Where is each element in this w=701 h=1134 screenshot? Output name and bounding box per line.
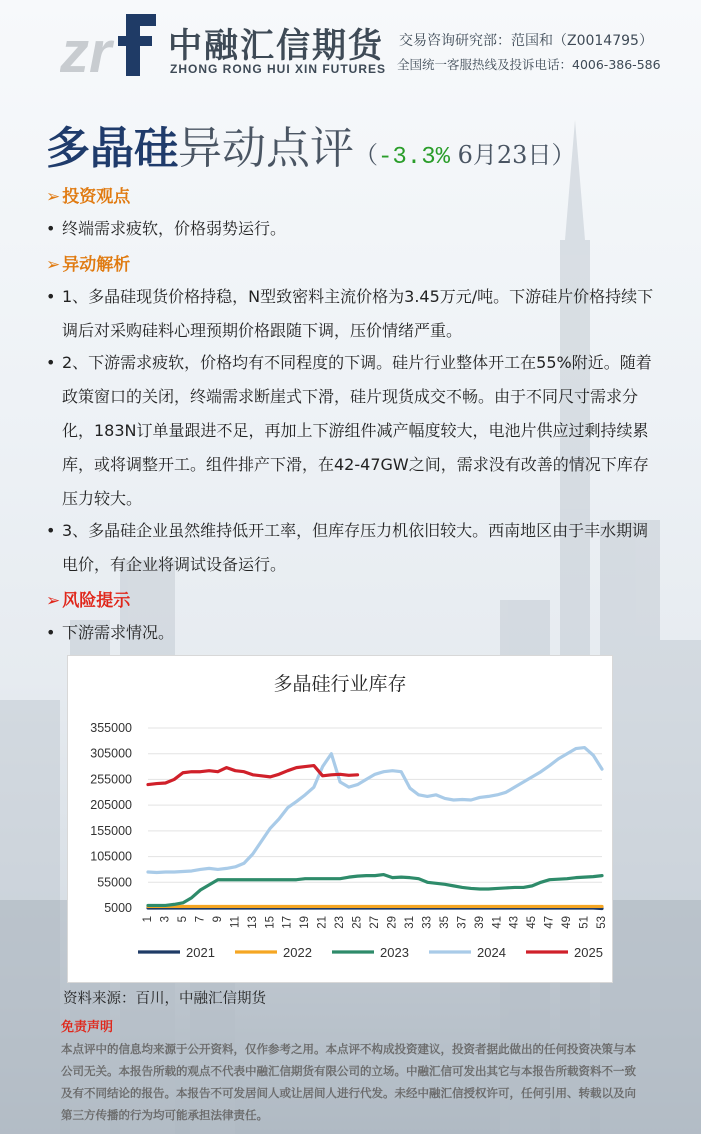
bullet-icon: • <box>46 353 56 372</box>
title-paren-open: （ <box>354 141 378 169</box>
x-tick-label: 31 <box>403 916 416 929</box>
x-tick-label: 49 <box>561 916 574 929</box>
x-tick-label: 7 <box>194 916 207 923</box>
x-tick-label: 11 <box>229 916 242 928</box>
x-tick-label: 29 <box>386 916 399 929</box>
title-subject: 异动点评 <box>178 123 354 174</box>
section-heading-risk: ➢ 风险提示 <box>46 591 131 611</box>
disclaimer-text: 本点评中的信息均来源于公开资料，仅作参考之用。本点评不构成投资建议，投资者据此做出的任何投资决策与本公司无关。本报告所载的观点不代表中融汇信期货有限公司的立场。中融汇信可发出其它与本报告所载资料不一致及有不同结论的报告。本报告不可发居间人或让居间人进行代发。未经中融汇信授权许可，任何引用、转载以及向第三方传播的行为均可能承担法律责任。 <box>61 1042 636 1122</box>
y-tick-label: 355000 <box>90 721 132 735</box>
section-heading-view: ➢ 投资观点 <box>46 187 131 207</box>
bullet-icon: • <box>46 219 56 238</box>
series-line-2021 <box>148 908 602 909</box>
arrow-icon: ➢ <box>46 591 61 611</box>
x-tick-label: 53 <box>596 916 609 929</box>
x-tick-label: 33 <box>421 916 434 929</box>
researcher-contact: 交易咨询研究部：范国和（Z0014795） <box>399 33 653 49</box>
chart-canvas <box>68 656 612 982</box>
y-tick-label: 205000 <box>90 798 132 813</box>
y-tick-label: 55000 <box>97 875 132 890</box>
inventory-chart <box>67 655 613 983</box>
bullet-icon: • <box>46 521 56 540</box>
list-item <box>46 280 662 348</box>
legend-label: 2024 <box>477 945 506 960</box>
x-tick-label: 35 <box>438 916 451 929</box>
list-item <box>46 212 662 246</box>
x-tick-label: 3 <box>159 916 172 923</box>
x-tick-label: 5 <box>176 916 189 923</box>
arrow-icon: ➢ <box>46 255 61 275</box>
x-tick-label: 27 <box>369 916 382 929</box>
x-tick-label: 15 <box>264 916 277 929</box>
title-product: 多晶硅 <box>46 123 178 174</box>
hotline-contact: 全国统一客服热线及投诉电话：4006-386-586 <box>397 57 661 72</box>
x-tick-label: 13 <box>246 916 259 929</box>
y-tick-label: 105000 <box>90 849 132 864</box>
svg-text:zr: zr <box>60 20 112 80</box>
risk-item-text: 下游需求情况。 <box>62 623 175 642</box>
x-tick-label: 41 <box>491 916 504 929</box>
legend-label: 2025 <box>574 945 603 960</box>
legend-label: 2021 <box>186 945 215 960</box>
title-date: 6月23日 <box>450 141 552 169</box>
company-logo-icon <box>60 10 160 80</box>
section-heading-analysis: ➢ 异动解析 <box>46 255 131 275</box>
bullet-icon: • <box>46 623 56 642</box>
x-tick-label: 9 <box>211 916 224 923</box>
x-tick-label: 51 <box>578 916 591 929</box>
y-tick-label: 255000 <box>90 772 132 787</box>
list-item <box>46 514 662 582</box>
legend-label: 2022 <box>283 945 312 960</box>
analysis-item-text: 2、下游需求疲软，价格均有不同程度的下调。硅片行业整体开工在55%附近。随着政策窗口的关闭，终端需求断崖式下滑，硅片现货成交不畅。由于不同尺寸需求分化，183N订单量跟进不足，再加上下游组件减产幅度较大，电池片供应过剩持续累库，或将调整开工。组件排产下滑，在42-47GW之间，需求没有改善的情况下库存压力较大。 <box>62 353 652 508</box>
view-item-text: 终端需求疲软，价格弱势运行。 <box>62 219 287 238</box>
x-tick-label: 37 <box>456 916 469 929</box>
x-tick-label: 19 <box>299 916 312 929</box>
x-tick-label: 23 <box>334 916 347 929</box>
x-tick-label: 43 <box>508 916 521 929</box>
arrow-icon: ➢ <box>46 187 61 207</box>
data-source: 资料来源：百川，中融汇信期货 <box>63 991 266 1007</box>
page-title <box>46 112 575 176</box>
header <box>0 0 701 95</box>
title-paren-close: ） <box>551 141 576 169</box>
x-tick-label: 21 <box>316 916 329 929</box>
list-item <box>46 346 662 516</box>
title-change: -3.3% <box>378 144 451 171</box>
y-tick-label: 155000 <box>90 823 132 838</box>
legend-label: 2023 <box>380 945 409 960</box>
x-tick-label: 17 <box>281 916 294 929</box>
disclaimer-title: 免责声明 <box>61 1020 114 1035</box>
x-tick-label: 1 <box>142 916 155 923</box>
x-tick-label: 39 <box>473 916 486 929</box>
list-item <box>46 616 662 650</box>
analysis-item-text: 3、多晶硅企业虽然维持低开工率，但库存压力机依旧较大。西南地区由于丰水期调电价，有企业将调试设备运行。 <box>62 521 649 574</box>
analysis-item-text: 1、多晶硅现货价格持稳，N型致密料主流价格为3.45万元/吨。下游硅片价格持续下调后对采购硅料心理预期价格跟随下调，压价情绪严重。 <box>62 287 654 340</box>
x-tick-label: 25 <box>351 916 364 929</box>
bullet-icon: • <box>46 287 56 306</box>
company-name-cn: 中融汇信期货 <box>168 26 384 66</box>
series-line-2025 <box>148 766 358 785</box>
x-tick-label: 47 <box>543 916 556 929</box>
y-tick-label: 5000 <box>104 901 132 915</box>
y-tick-label: 305000 <box>90 746 132 761</box>
company-name-en: ZHONG RONG HUI XIN FUTURES <box>170 62 387 76</box>
series-line-2024 <box>148 748 602 873</box>
series-line-2023 <box>148 875 602 906</box>
x-tick-label: 45 <box>526 916 539 929</box>
chart-title: 多晶硅行业库存 <box>273 673 407 695</box>
